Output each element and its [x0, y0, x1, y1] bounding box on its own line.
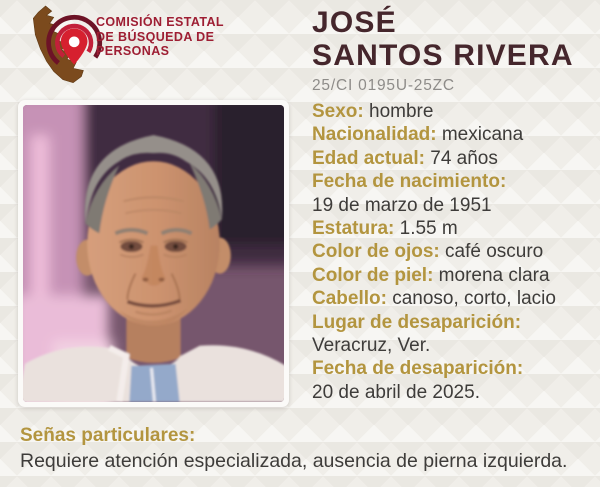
- detail-fecha-desaparicion: [312, 357, 597, 404]
- detail-label-nacionalidad: Nacionalidad:: [312, 124, 437, 146]
- org-line-1: COMISIÓN ESTATAL: [96, 15, 224, 29]
- detail-cabello: [312, 287, 597, 310]
- detail-value-sexo: hombre: [363, 101, 434, 122]
- detail-value-fecha-nacimiento: 19 de marzo de 1951: [312, 194, 492, 216]
- detail-label-fecha-desaparicion: Fecha de desaparición:: [312, 358, 524, 380]
- detail-label-sexo: Sexo:: [312, 101, 364, 122]
- detail-label-estatura: Estatura:: [312, 218, 395, 240]
- detail-label-fecha-nacimiento: Fecha de nacimiento:: [312, 171, 507, 193]
- details-list: [312, 100, 597, 404]
- org-line-3: PERSONAS: [96, 44, 170, 58]
- person-name-block: [312, 6, 592, 95]
- detail-label-edad-actual: Edad actual:: [312, 147, 425, 169]
- case-id: 25/CI 0195U-25ZC: [312, 77, 455, 94]
- detail-value-color-ojos: café oscuro: [439, 241, 544, 263]
- particulars-label: Señas particulares:: [20, 425, 196, 446]
- particulars-section: [20, 424, 586, 475]
- detail-label-color-ojos: Color de ojos:: [312, 241, 440, 263]
- detail-color-piel: [312, 264, 597, 287]
- detail-value-color-piel: morena clara: [433, 264, 550, 286]
- person-name-line1: JOSÉ: [312, 6, 397, 39]
- detail-value-cabello: canoso, corto, lacio: [386, 288, 556, 310]
- detail-estatura: [312, 217, 597, 240]
- detail-label-color-piel: Color de piel:: [312, 264, 434, 286]
- person-name: [312, 6, 592, 72]
- detail-color-ojos: [312, 240, 597, 263]
- particulars-text: Requiere atención especializada, ausencia de pierna izquierda.: [20, 450, 568, 472]
- detail-lugar-desaparicion: [312, 311, 597, 358]
- detail-value-edad-actual: 74 años: [424, 147, 498, 169]
- organization-name: [96, 15, 224, 59]
- detail-value-estatura: 1.55 m: [394, 218, 458, 240]
- detail-value-lugar-desaparicion: Veracruz, Ver.: [312, 335, 431, 357]
- person-name-line2: SANTOS RIVERA: [312, 39, 574, 72]
- detail-edad-actual: [312, 147, 597, 170]
- detail-nacionalidad: [312, 123, 597, 146]
- detail-sexo: [312, 100, 597, 123]
- detail-label-cabello: Cabello:: [312, 288, 387, 310]
- detail-value-nacionalidad: mexicana: [436, 124, 524, 146]
- org-line-2: DE BÚSQUEDA DE: [96, 29, 215, 44]
- detail-value-fecha-desaparicion: 20 de abril de 2025.: [312, 381, 480, 403]
- portrait-illustration: [23, 105, 284, 402]
- detail-label-lugar-desaparicion: Lugar de desaparición:: [312, 311, 522, 333]
- missing-person-photo: [18, 100, 289, 407]
- detail-fecha-nacimiento: [312, 170, 597, 217]
